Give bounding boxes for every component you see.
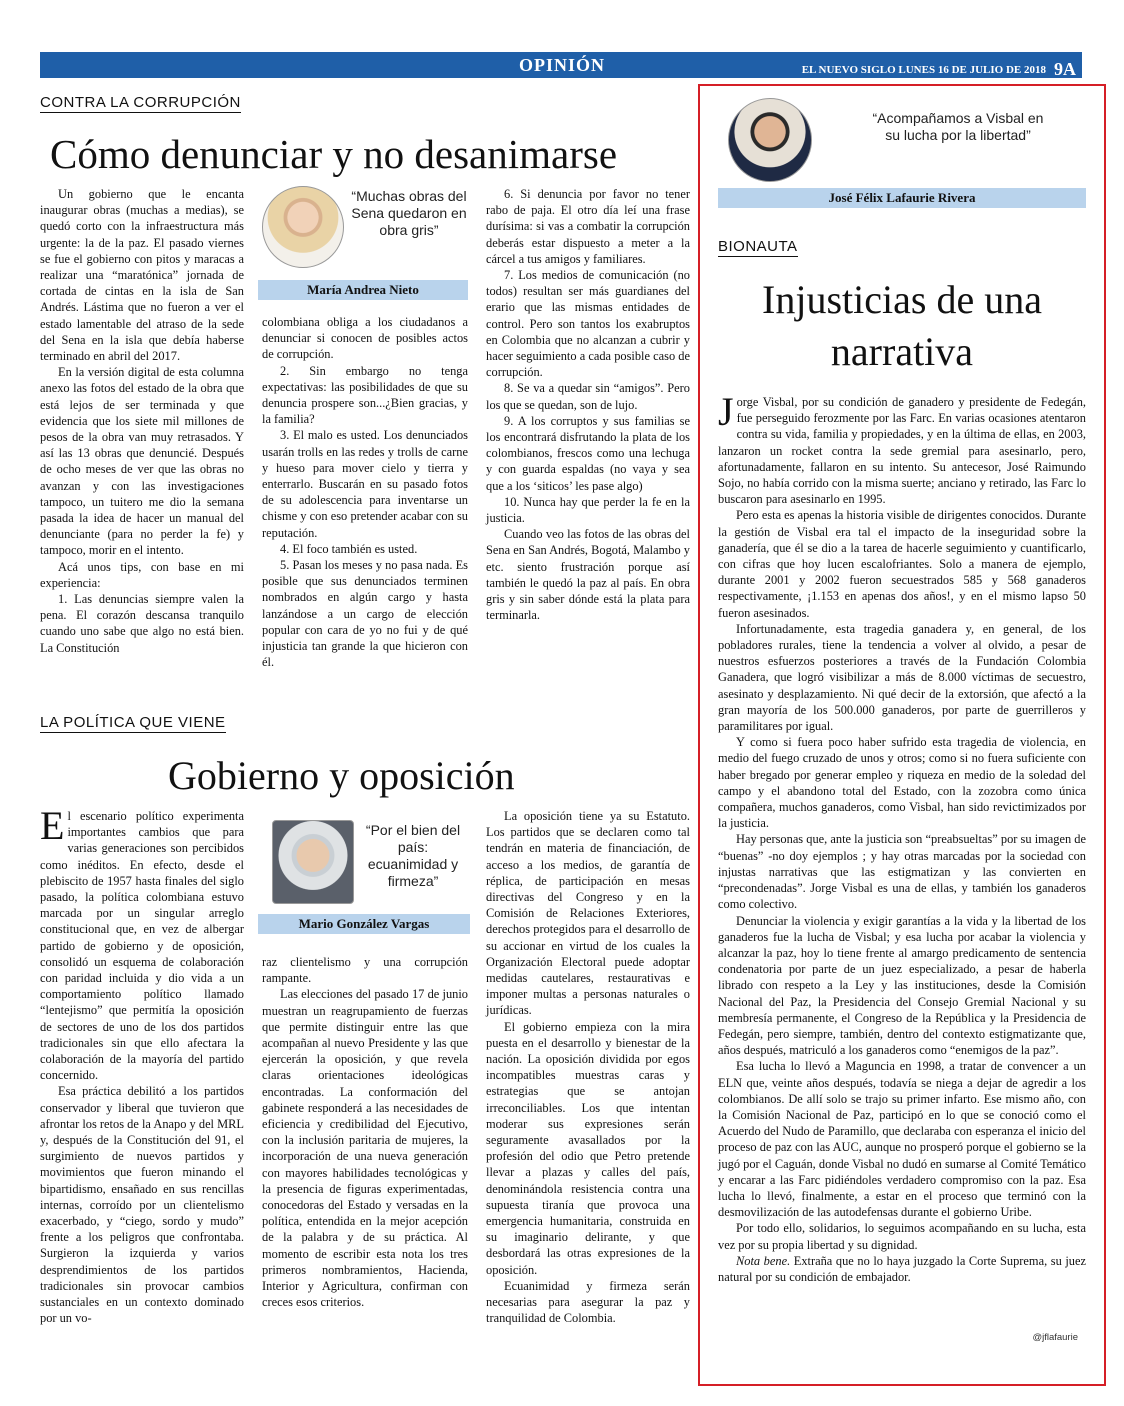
article1-col3: 6. Si denuncia por favor no tener rabo de paja. El otro día leí una frase durísima: si vas a combatir la corrupción deberás estar dispuesto a meter a la cárcel a tus amigos y familiares. 7. Los medios de comunicación (no todos) resultan ser más guardianes del erario que las mismas entidades de control. Pero son tantos los exabruptos en Colombia que no alcanzan a cubrir y hacer seguimiento a cada posible caso de corrupción. 8. Se va a quedar sin “amigos”. Pero los que se quedan, son de lujo. 9. A los corruptos y sus familias se los encontrará disfrutando la plata de los colombianos, frescos como una lechuga y con guarda espaldas (no vaya y sea que a los ‘siticos’ les pase algo) 10. Nunca hay que perder la fe en la justicia. Cuando veo las fotos de las obras del Sena en San Andrés, Bogotá, Malambo y etc. siento frustración porque así también le quedó la paz al país. En obra gris y sin saber dónde está la plata para terminarla. [486, 187, 690, 623]
article1-col2: colombiana obliga a los ciudadanos a denunciar si conocen de posibles actos de corrupción. 2. Sin embargo no tenga expectativas: las posibilidades de que su denuncia prospere son...¿Bien gracias, y la familia? 3. El malo es usted. Los denunciados usarán trolls en las redes y trolls de carne y hueso para mover cielo y tierra y enterrarlo. Buscarán en su pasado fotos de su adolescencia para inventarse un chisme y con eso pretender acabar con su reputación. 4. El foco también es usted. 5. Pasan los meses y no pasa nada. Es posible que sus denunciados terminen nombrados en algún cargo y hasta lanzándose a un cargo de elección popular con cara de yo no fui y de qué injusticia tan grande la que hicieron con él. [262, 315, 468, 670]
article3-author: José Félix Lafaurie Rivera [718, 188, 1086, 208]
article2-col1: El escenario político experimenta importantes cambios que para varias generaciones son percibidos como inéditos. En efecto, desde el plebiscito de 1957 hasta finales del siglo pasado, la política colombiana estuvo marcada por un singular arreglo constitucional que, en vez de albergar partido de gobierno y de oposición, consolidó un esquema de colaboración con paridad incluida y dio vida a un comportamiento político llamado “lentejismo” que permitía la oposición de sectores de uno de los dos partidos tradicionales sin que ello afectara la colaboración de la mayoría del partido concernido. Esa práctica debilitó a los partidos conservador y liberal que tuvieron que afrontar los retos de la Anapo y del MRL y, después de la Constitución del 91, el surgimiento de nuevos partidos y movimientos que fueron minando el bipartidismo, ensañado en sus rencillas internas, corroído por un clientelismo exacerbado, y “ciego, sordo y mudo” frente a los peligros que confrontaba. Surgieron la izquierda y varios desprendimientos de los partidos tradicionales sin provocar cambios sustanciales en un contexto dominado por un vo- [40, 803, 244, 1326]
article1-kicker: CONTRA LA CORRUPCIÓN [40, 94, 241, 111]
page-number: 9A [1054, 59, 1076, 79]
article2-title: Gobierno y oposición [168, 753, 515, 798]
article3-body: Jorge Visbal, por su condición de ganadero y presidente de Fedegán, fue perseguido ferozmente por las Farc. En varias ocasiones atentaron contra su vida, familia y propiedades, y en la última de ellas, en 2003, lanzaron un rocket contra la sede gremial para asesinarlo, pero, afortunadamente, fallaron en su intento. Su antecesor, José Raimundo Sojo, no había corrido con la misma suerte; anciano y retirado, las Farc lo buscaron para asesinarlo en 1995. Pero esta es apenas la historia visible de dirigentes conocidos. Durante la gestión de Visbal era tal el impacto de la inseguridad sobre la ganadería, que él se dio a la tarea de hacerle seguimiento y cuantificarlo, con cifras que hoy lucen escalofriantes. Solo a manera de ejemplo, durante 2001 y 2002 fueron secuestrados 585 y 568 ganaderos respectivamente, ¡1.153 en apenas dos años!, y en el mismo lapso 50 fueron asesinados. Infortunadamente, esta tragedia ganadera y, en general, de los pobladores rurales, tiene la tendencia a volver al olvido, a pesar de nuestros esfuerzos posteriores a través de la Fundación Colombia Ganadera, que logró visibilizar a más de 8.000 víctimas de secuestro, asesinato y desplazamiento. Ni qué decir de la extorsión, que afectó a la gran mayoría de los 500.000 ganaderos, por parte de guerrilleros y paramilitares por igual. Y como si fuera poco haber sufrido esta tragedia de violencia, en medio del fuego cruzado de unos y otros; como si no fuera suficiente con haber bregado por generar empleo y riqueza en medio de la soledad del campo y el abandono total del Estado, con la zozobra como única compañera, muchos ganaderos, como Visbal, han sido revictimizados por la justicia. Hay personas que, ante la justicia son “preabsueltas” por su imagen de “buenas” -no doy ejemplos ; y hay otras marcadas por la sociedad con injustas narrativas que las estigmatizan y las convierten en “precondenadas”. Jorge Visbal es una de ellas, y también los ganaderos como colectivo. Denunciar la violencia y exigir garantías a la vida y la libertad de los ganaderos fue la lucha de Visbal; y esa lucha por acabar la violencia y alcanzar la paz, hoy lo tiene frente al amargo predicamento de sentencia condenatoria por parte de un juez especializado, a pesar de haberla librado con respeto a la Ley y las instituciones, desde la Comisión Nacional del Paz, la Presidencia del Consejo Gremial Nacional y su membresía permanente, el Congreso de la República y la Presidencia de Fedegán, pero siempre, también, dentro del contexto estigmatizante que, años después, matriculó a los ganaderos como “enemigos de la paz”. Esa lucha lo llevó a Maguncia en 1998, a tratar de convencer a un ELN que, veinte años después, todavía se niega a dejar de agredir a los colombianos. De allí solo se trajo su primer infarto. Ese mismo año, con la Comisión Nacional de Paz, participó en lo que se conoció como el Acuerdo del Nudo de Paramillo, que declaraba con esperanza el inicio del proceso de paz con las AUC, aunque no prosperó porque el gobierno se la jugó por el Caguán, donde Visbal no dudó en sumarse al Comité Temático y encarar a las Farc pidiéndoles verdadero compromiso con la paz. Esa lucha lo llevó, finalmente, a estar en el proceso que terminó con la desmovilización de las autodefensas durante el gobierno Uribe. Por todo ello, solidarios, lo seguimos acompañando en su lucha, esta vez por su propia libertad y su dignidad. Nota bene. Extraña que no lo haya juzgado la Corte Suprema, su juez natural por su condición de embajador. [718, 389, 1087, 1284]
article1-title: Cómo denunciar y no desanimarse [50, 131, 618, 177]
article3-kicker: BIONAUTA [718, 238, 798, 255]
article2-col2: raz clientelismo y una corrupción rampante. Las elecciones del pasado 17 de junio muestran un reagrupamiento de fuerzas que permite distinguir entre las que acompañan al nuevo Presidente y las que ejercerán la oposición, y que revela claras orientaciones ideológicas encontradas. La conformación del gabinete responderá a las necesidades de eficiencia y credibilidad del Ejecutivo, con la inclusión paritaria de mujeres, la incorporación de una nueva generación con mayores habilidades tecnológicas y la presencia de figuras experimentadas, conocedoras del Estado y versadas en la política, entendida en la mejor acepción de la palabra y de su práctica. Al momento de escribir esta nota los tres primeros nombramientos, Hacienda, Interior y Agricultura, confirman con creces esos criterios. [262, 955, 468, 1310]
article3-author-box [718, 92, 1086, 208]
article1-author: María Andrea Nieto [258, 280, 468, 300]
article2-quote: “Por el bien del país: ecuanimidad y firmeza” [365, 822, 461, 889]
author-photo-lafaurie [728, 98, 812, 182]
article3-quote: “Acompañamos a Visbal en su lucha por la libertad” [872, 110, 1044, 143]
page-header [40, 52, 1082, 78]
article1-col1: Un gobierno que le encanta inaugurar obras (muchas a medias), se quedó corto con la infraestructura más urgente: la de la paz. El pasado viernes se fue el gobierno con pitos y maracas a realizar una “maratónica” jornada de cortada de cintas en la isla de San Andrés. Lástima que no fueron a ver el estado lamentable del atraso de la sede del Sena en la isla que debía haberse terminado en abril del 2017. En la versión digital de esta columna anexo las fotos del estado de la obra que está lejos de ser terminada y que evidencia que los siete mil millones de pesos de la obra van muy retrasados. Y así las 13 obras que denuncié. Después de ocho meses de ver que las obras no avanzan y con las investigaciones tampoco, un tuitero me dio la semana pasada la idea de hacer un manual del denunciante (para no perder la fe) y tampoco, morir en el intento. Acá unos tips, con base en mi experiencia: 1. Las denuncias siempre valen la pena. El corazón descansa tranquilo cuando uno sabe que algo no está bien. La Constitución [40, 187, 244, 655]
nota-bene-label: Nota bene. [736, 1253, 791, 1268]
article1-author-box [258, 184, 468, 300]
article2-author-box [258, 818, 470, 934]
article3-title-line2: narrativa [830, 329, 974, 374]
article2-kicker: LA POLÍTICA QUE VIENE [40, 714, 226, 731]
article1-quote: “Muchas obras del Sena quedaron en obra gris” [351, 188, 467, 238]
section-title: OPINIÓN [518, 55, 605, 75]
article3-title-line1: Injusticias de una [762, 277, 1042, 322]
author-handle: @jflafaurie [1032, 1332, 1078, 1343]
article2-col3: La oposición tiene ya su Estatuto. Los partidos que se declaren como tal tendrán en materia de financiación, de acceso a los medios, de garantía de réplica, de participación en mesas directivas del Congreso y en la Comisión de Relaciones Exteriores, derechos protegidos para el desarrollo de su accionar en virtud de los cuales la Organización Electoral puede adoptar medidas cautelares, restaurativas e imponer multas a personas naturales o jurídicas. El gobierno empieza con la mira puesta en el desarrollo y bienestar de la nación. La oposición dividida por egos incompatibles muestras caras y estrategias que se antojan irreconciliables. Los que intentan moderar sus expresiones serán seguramente avasallados por la profesión del odio que Petro pretende llevar a plazas y calles del país, denominándola resistencia contra una supuesta tiranía que provoca una emergencia humanitaria, construida en su imaginario delirante, y que desbordará las otras expresiones de la oposición. Ecuanimidad y firmeza serán necesarias para asegurar la paz y tranquilidad de Colombia. [486, 809, 690, 1326]
date-line: EL NUEVO SIGLO LUNES 16 DE JULIO DE 2018 9A [801, 59, 1076, 79]
article2-author: Mario González Vargas [258, 914, 470, 934]
author-photo-gonzalez [272, 820, 354, 904]
author-photo-nieto [262, 186, 344, 268]
